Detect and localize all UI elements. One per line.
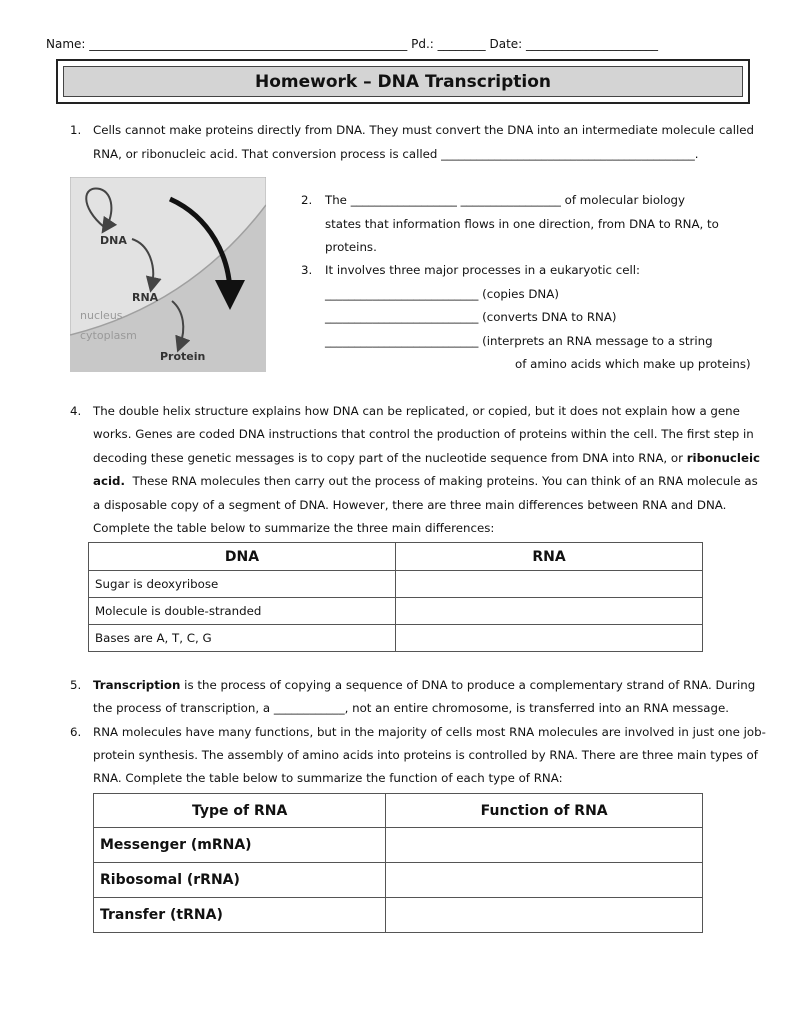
question-number: 2. xyxy=(301,193,313,207)
column-header-type: Type of RNA xyxy=(94,794,386,828)
figure-label-nucleus: nucleus xyxy=(80,309,123,322)
table-cell: Bases are A, T, C, G xyxy=(89,625,396,652)
q1-line: Cells cannot make proteins directly from DNA. They must convert the DNA into an intermediate molecule called xyxy=(93,123,754,137)
title-box xyxy=(56,59,750,104)
table-row xyxy=(89,598,703,625)
q3-line: It involves three major processes in a eukaryotic cell: xyxy=(325,263,641,277)
q1-line: RNA, or ribonucleic acid. That conversion process is called ___________________________________________. xyxy=(93,147,699,161)
table-row xyxy=(89,625,703,652)
column-header-dna: DNA xyxy=(89,543,396,571)
q6-line: RNA. Complete the table below to summarize the function of each type of RNA: xyxy=(93,771,563,785)
q3-line: __________________________ (copies DNA) xyxy=(325,287,559,301)
pd-label: Pd.: xyxy=(411,37,434,51)
question-number: 3. xyxy=(301,263,313,277)
figure-drawing xyxy=(70,177,266,372)
table-cell: Sugar is deoxyribose xyxy=(89,571,396,598)
q4-line: a disposable copy of a segment of DNA. However, there are three main differences between RNA and DNA. xyxy=(93,498,727,512)
question-number: 6. xyxy=(70,725,82,739)
q4-text: These RNA molecules then carry out the process of making proteins. You can think of an RNA molecule as xyxy=(132,474,758,488)
q5-line: the process of transcription, a ____________, not an entire chromosome, is transferred into an RNA message. xyxy=(93,701,730,715)
q4-line xyxy=(93,451,760,465)
table-row xyxy=(89,571,703,598)
answer-cell[interactable] xyxy=(386,898,703,933)
figure-label-cytoplasm: cytoplasm xyxy=(80,329,137,342)
question-number: 5. xyxy=(70,678,82,692)
question-number: 4. xyxy=(70,404,82,418)
table-row xyxy=(94,828,703,863)
date-label: Date: xyxy=(489,37,523,51)
table-row xyxy=(94,863,703,898)
date-field[interactable]: ______________________ xyxy=(526,37,659,51)
row-header: Transfer (tRNA) xyxy=(94,898,386,933)
rna-types-table xyxy=(93,793,703,933)
table-row xyxy=(94,898,703,933)
q6-line: RNA molecules have many functions, but in the majority of cells most RNA molecules are involved in just one job- xyxy=(93,725,766,739)
student-info-row xyxy=(46,37,658,51)
answer-cell[interactable] xyxy=(396,625,703,652)
central-dogma-figure xyxy=(70,177,266,372)
q4-bold-term: ribonucleic xyxy=(686,451,760,465)
q4-line: Complete the table below to summarize the three main differences: xyxy=(93,521,495,535)
q4-line xyxy=(93,474,758,488)
answer-cell[interactable] xyxy=(396,571,703,598)
row-header: Ribosomal (rRNA) xyxy=(94,863,386,898)
answer-cell[interactable] xyxy=(396,598,703,625)
dna-rna-differences-table xyxy=(88,542,703,652)
column-header-function: Function of RNA xyxy=(386,794,703,828)
figure-label-protein: Protein xyxy=(160,350,206,363)
q3-line: of amino acids which make up proteins) xyxy=(515,357,751,371)
q4-line: works. Genes are coded DNA instructions that control the production of proteins within the cell. The first step in xyxy=(93,427,754,441)
q4-text: decoding these genetic messages is to copy part of the nucleotide sequence from DNA into RNA, or xyxy=(93,451,683,465)
column-header-rna: RNA xyxy=(396,543,703,571)
q2-line: states that information flows in one direction, from DNA to RNA, to xyxy=(325,217,719,231)
q2-line: proteins. xyxy=(325,240,377,254)
q2-line: The __________________ _________________ of molecular biology xyxy=(325,193,686,207)
q5-bold-term: Transcription xyxy=(93,678,181,692)
q6-line: protein synthesis. The assembly of amino acids into proteins is controlled by RNA. There are three main types of xyxy=(93,748,758,762)
figure-label-rna: RNA xyxy=(132,291,159,304)
q4-line: The double helix structure explains how DNA can be replicated, or copied, but it does not explain how a gene xyxy=(93,404,740,418)
q5-line xyxy=(93,678,755,692)
answer-cell[interactable] xyxy=(386,863,703,898)
name-label: Name: xyxy=(46,37,86,51)
q3-line: __________________________ (interprets an RNA message to a string xyxy=(325,334,713,348)
question-number: 1. xyxy=(70,123,82,137)
page-title: Homework – DNA Transcription xyxy=(63,66,743,97)
q3-line: __________________________ (converts DNA to RNA) xyxy=(325,310,617,324)
answer-cell[interactable] xyxy=(386,828,703,863)
q4-bold-term: acid. xyxy=(93,474,125,488)
row-header: Messenger (mRNA) xyxy=(94,828,386,863)
name-field[interactable]: _____________________________________________________ xyxy=(89,37,408,51)
table-header-row xyxy=(94,794,703,828)
table-cell: Molecule is double-stranded xyxy=(89,598,396,625)
table-header-row xyxy=(89,543,703,571)
figure-label-dna: DNA xyxy=(100,234,127,247)
q5-text: is the process of copying a sequence of DNA to produce a complementary strand of RNA. During xyxy=(180,678,756,692)
pd-field[interactable]: ________ xyxy=(437,37,486,51)
